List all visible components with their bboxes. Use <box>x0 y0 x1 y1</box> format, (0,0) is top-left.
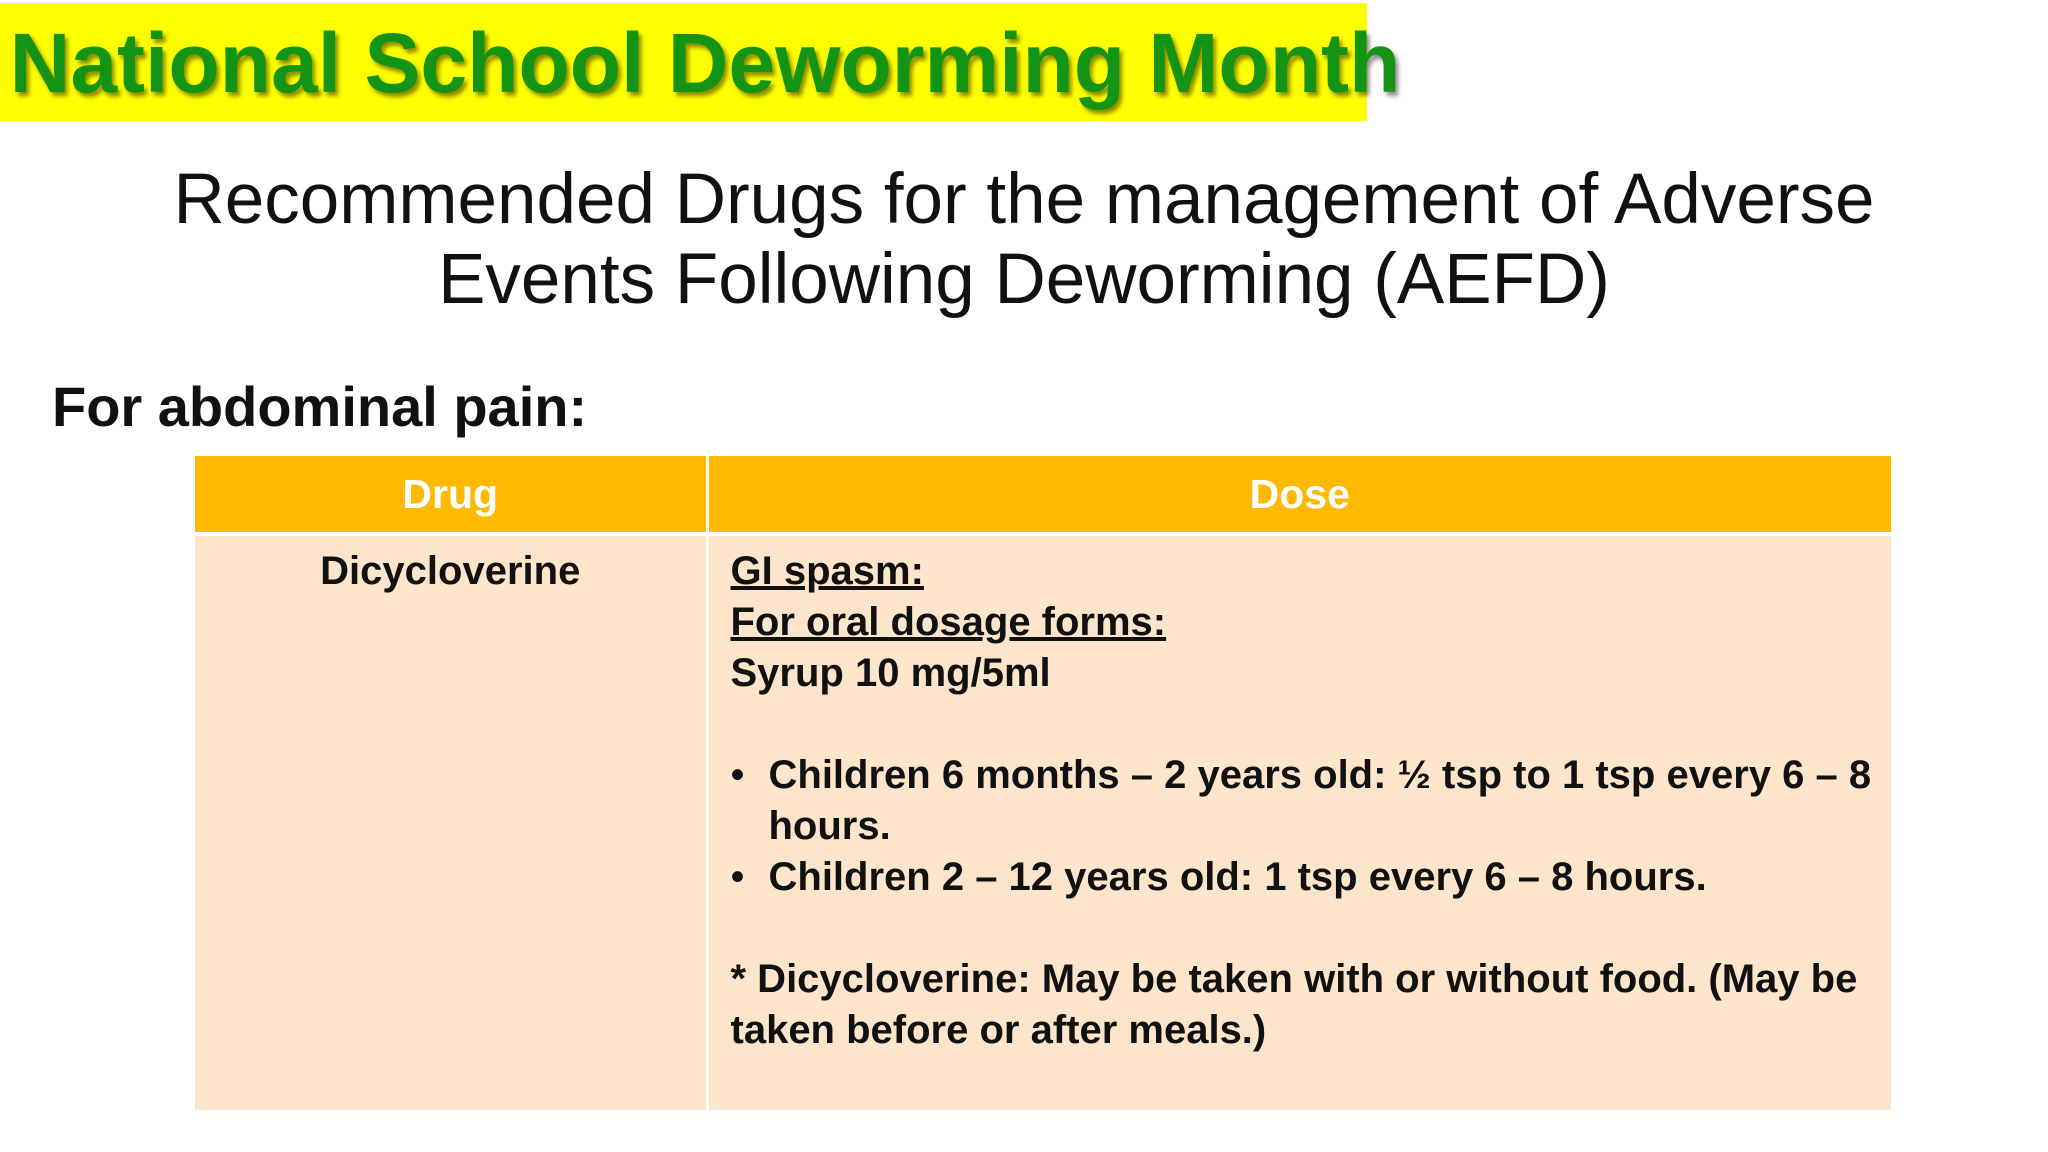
table-row <box>195 534 1891 1110</box>
table-header-row <box>195 456 1891 534</box>
dose-bullet-text: Children 2 – 12 years old: 1 tsp every 6 – 8 hours. <box>768 855 1707 899</box>
dose-note: * Dicycloverine: May be taken with or without food. (May be taken before or after meals.) <box>730 957 1858 1052</box>
banner-title: National School Deworming Month <box>9 16 1401 110</box>
section-heading: For abdominal pain: <box>52 375 588 438</box>
bullet-icon: • <box>730 753 745 797</box>
dose-bullet-text: Children 6 months – 2 years old: ½ tsp to 1 tsp every 6 – 8 hours. <box>768 753 1872 848</box>
column-header-drug: Drug <box>195 456 707 534</box>
drug-cell: Dicycloverine <box>195 534 707 1110</box>
list-item <box>731 852 1874 903</box>
dose-heading-oral-forms: For oral dosage forms: <box>730 600 1167 644</box>
slide-title: Recommended Drugs for the management of Adverse Events Following Deworming (AEFD) <box>173 160 1875 319</box>
dose-bullet-list <box>731 750 1874 903</box>
list-item <box>731 750 1874 852</box>
spacer <box>731 903 1874 954</box>
spacer <box>731 699 1874 750</box>
column-header-dose: Dose <box>707 456 1891 534</box>
dose-heading-gi-spasm: GI spasm: <box>730 549 924 593</box>
dose-formulation: Syrup 10 mg/5ml <box>730 651 1051 695</box>
bullet-icon: • <box>730 855 745 899</box>
dose-cell <box>707 534 1891 1110</box>
drug-dose-table <box>195 456 1891 1110</box>
